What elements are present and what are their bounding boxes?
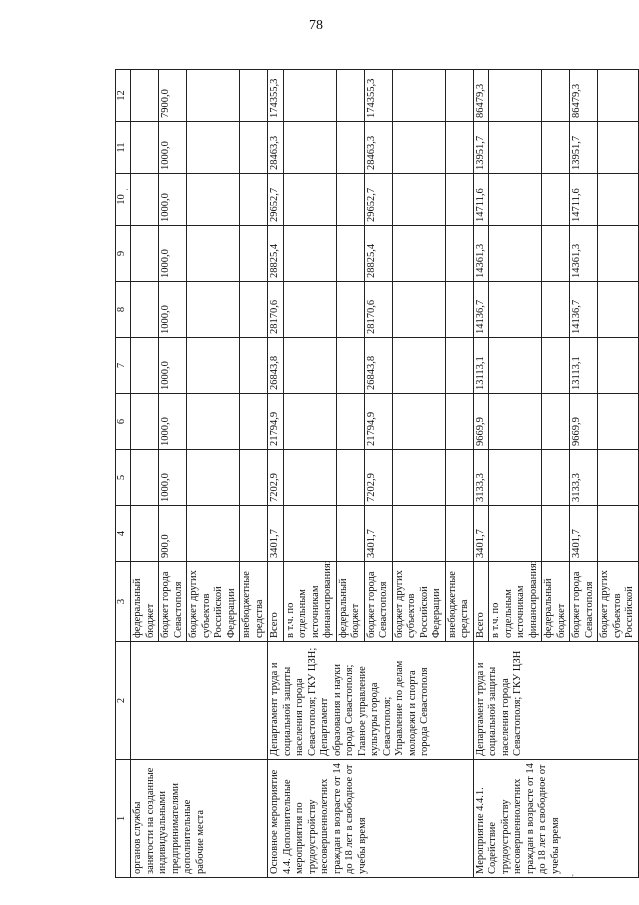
amount-cell: 21794,9 (364, 394, 392, 450)
column-number-header: 12 (116, 70, 131, 122)
amount-cell (283, 174, 336, 226)
executor-cell: Департамент труда и социальной защиты населения города Севастополя; ГКУ ЦЗН (473, 642, 638, 760)
amount-cell (598, 282, 639, 338)
amount-cell (598, 70, 639, 122)
amount-cell (445, 506, 473, 562)
amount-cell (187, 70, 240, 122)
amount-cell: 13113,1 (570, 338, 598, 394)
amount-cell: 28463,3 (268, 122, 284, 174)
column-number-header: 1 (116, 760, 131, 878)
amount-cell (240, 226, 268, 282)
amount-cell: 7202,9 (364, 450, 392, 506)
column-number-header: 7 (116, 338, 131, 394)
column-number-header: 10 (116, 174, 131, 226)
amount-cell: 7900,0 (159, 70, 187, 122)
amount-cell: 13951,7 (570, 122, 598, 174)
amount-cell (283, 338, 336, 394)
amount-cell (598, 450, 639, 506)
amount-cell: 86479,3 (570, 70, 598, 122)
amount-cell: 174355,3 (268, 70, 284, 122)
amount-cell: 1000,0 (159, 226, 187, 282)
amount-cell (240, 122, 268, 174)
amount-cell (489, 70, 542, 122)
amount-cell: 9669,9 (473, 394, 489, 450)
amount-cell (283, 282, 336, 338)
amount-cell: 1000,0 (159, 450, 187, 506)
amount-cell (336, 394, 364, 450)
amount-cell (131, 394, 159, 450)
funding-source-cell: бюджет города Севастополя (364, 562, 392, 642)
amount-cell (283, 70, 336, 122)
amount-cell (392, 394, 445, 450)
amount-cell (445, 122, 473, 174)
amount-cell: 900,0 (159, 506, 187, 562)
executor-cell: Департамент труда и социальной защиты населения города Севастополя; ГКУ ЦЗН; Департамент образования и науки города Севастополя; Главное управление культуры города Севастополя; Управление по делам молодежи и спорта города Севастополя (268, 642, 474, 760)
amount-cell: 14711,6 (570, 174, 598, 226)
amount-cell (489, 394, 542, 450)
amount-cell (489, 338, 542, 394)
amount-cell: 1000,0 (159, 174, 187, 226)
amount-cell (240, 450, 268, 506)
amount-cell (187, 450, 240, 506)
amount-cell: 14711,6 (473, 174, 489, 226)
amount-cell: 14361,3 (473, 226, 489, 282)
funding-source-cell: внебюджетные средства (240, 562, 268, 642)
column-number-header: 5 (116, 450, 131, 506)
amount-cell (131, 174, 159, 226)
amount-cell: 3401,7 (473, 506, 489, 562)
funding-source-cell: бюджет города Севастополя (570, 562, 598, 642)
amount-cell (336, 282, 364, 338)
amount-cell (598, 506, 639, 562)
amount-cell (240, 282, 268, 338)
amount-cell: 3133,3 (570, 450, 598, 506)
amount-cell (336, 226, 364, 282)
column-number-header: 8 (116, 282, 131, 338)
funding-source-cell: в т.ч. по отдельным источникам финансирования: (489, 562, 542, 642)
page-number: 78 (309, 18, 323, 33)
amount-cell: 28463,3 (364, 122, 392, 174)
funding-source-cell: федеральный бюджет (542, 562, 570, 642)
column-number-header: 9 (116, 226, 131, 282)
funding-source-cell: в т.ч. по отдельным источникам финансирования: (283, 562, 336, 642)
executor-cell (131, 642, 268, 760)
scan-mark: ' (572, 873, 574, 883)
amount-cell (542, 338, 570, 394)
amount-cell (392, 174, 445, 226)
amount-cell: 26843,8 (364, 338, 392, 394)
amount-cell (598, 226, 639, 282)
column-number-header: 6 (116, 394, 131, 450)
amount-cell (131, 226, 159, 282)
amount-cell (131, 70, 159, 122)
table-header-row (116, 70, 131, 878)
amount-cell: 1000,0 (159, 394, 187, 450)
amount-cell (131, 282, 159, 338)
amount-cell (392, 506, 445, 562)
amount-cell: 14136,7 (473, 282, 489, 338)
amount-cell (187, 338, 240, 394)
amount-cell (542, 174, 570, 226)
funding-source-cell: бюджет города Севастополя (159, 562, 187, 642)
amount-cell: 28825,4 (364, 226, 392, 282)
amount-cell (489, 450, 542, 506)
amount-cell (542, 122, 570, 174)
amount-cell: 3401,7 (364, 506, 392, 562)
amount-cell (336, 122, 364, 174)
amount-cell (542, 282, 570, 338)
amount-cell (336, 174, 364, 226)
amount-cell (240, 338, 268, 394)
amount-cell: 28825,4 (268, 226, 284, 282)
amount-cell: 7202,9 (268, 450, 284, 506)
amount-cell (598, 338, 639, 394)
amount-cell (542, 394, 570, 450)
amount-cell (542, 506, 570, 562)
amount-cell: 28170,6 (364, 282, 392, 338)
amount-cell (131, 506, 159, 562)
column-number-header: 11 (116, 122, 131, 174)
amount-cell: 29652,7 (364, 174, 392, 226)
funding-source-cell: федеральный бюджет (336, 562, 364, 642)
amount-cell (392, 70, 445, 122)
amount-cell: 3401,7 (268, 506, 284, 562)
amount-cell (187, 282, 240, 338)
amount-cell: 9669,9 (570, 394, 598, 450)
amount-cell: 3401,7 (570, 506, 598, 562)
funding-source-cell: внебюджетные средства (445, 562, 473, 642)
amount-cell (187, 122, 240, 174)
amount-cell (392, 338, 445, 394)
amount-cell (542, 450, 570, 506)
funding-source-cell: Всего (473, 562, 489, 642)
funding-source-cell: бюджет других субъектов Российской (598, 562, 639, 642)
amount-cell: 1000,0 (159, 122, 187, 174)
amount-cell (392, 226, 445, 282)
scan-mark: . (126, 182, 129, 192)
amount-cell (598, 122, 639, 174)
amount-cell (445, 226, 473, 282)
amount-cell: 174355,3 (364, 70, 392, 122)
amount-cell: 1000,0 (159, 338, 187, 394)
amount-cell: 1000,0 (159, 282, 187, 338)
measure-cell: органов службы занятости на созданные индивидуальными предпринимателями дополнительные рабочие места (131, 760, 268, 878)
amount-cell (131, 122, 159, 174)
amount-cell (131, 450, 159, 506)
amount-cell (445, 282, 473, 338)
amount-cell (489, 282, 542, 338)
amount-cell: 21794,9 (268, 394, 284, 450)
amount-cell (131, 338, 159, 394)
amount-cell (336, 506, 364, 562)
measure-cell: Основное мероприятие 4.4. Дополнительные мероприятия по трудоустройству несовершеннолетних граждан в возрасте от 14 до 18 лет в свободное от учебы время (268, 760, 474, 878)
amount-cell: 29652,7 (268, 174, 284, 226)
amount-cell (445, 450, 473, 506)
column-number-header: 4 (116, 506, 131, 562)
amount-cell (283, 450, 336, 506)
amount-cell (392, 122, 445, 174)
amount-cell: 13951,7 (473, 122, 489, 174)
amount-cell (598, 394, 639, 450)
table-row (268, 70, 284, 878)
funding-source-cell: Всего (268, 562, 284, 642)
amount-cell (187, 506, 240, 562)
amount-cell: 13113,1 (473, 338, 489, 394)
amount-cell (489, 122, 542, 174)
amount-cell (336, 338, 364, 394)
column-number-header: 3 (116, 562, 131, 642)
amount-cell (598, 174, 639, 226)
funding-source-cell: бюджет других субъектов Российской Федерации (392, 562, 445, 642)
amount-cell (336, 450, 364, 506)
funding-source-cell: федеральный бюджет (131, 562, 159, 642)
amount-cell: 14361,3 (570, 226, 598, 282)
amount-cell (283, 122, 336, 174)
amount-cell (445, 174, 473, 226)
amount-cell (283, 226, 336, 282)
amount-cell: 14136,7 (570, 282, 598, 338)
amount-cell (392, 450, 445, 506)
amount-cell: 86479,3 (473, 70, 489, 122)
amount-cell (240, 70, 268, 122)
table-row (131, 70, 159, 878)
amount-cell: 3133,3 (473, 450, 489, 506)
amount-cell (445, 70, 473, 122)
rotated-table-container (115, 74, 635, 878)
budget-table (115, 69, 639, 878)
amount-cell (445, 338, 473, 394)
amount-cell (240, 394, 268, 450)
amount-cell (240, 174, 268, 226)
amount-cell: 26843,8 (268, 338, 284, 394)
amount-cell (283, 394, 336, 450)
amount-cell (489, 226, 542, 282)
amount-cell (283, 506, 336, 562)
column-number-header: 2 (116, 642, 131, 760)
amount-cell (489, 174, 542, 226)
amount-cell (187, 174, 240, 226)
amount-cell (542, 226, 570, 282)
amount-cell (187, 226, 240, 282)
amount-cell (392, 282, 445, 338)
measure-cell: Мероприятие 4.4.1. Содействие трудоустройству несовершеннолетних граждан в возрасте от 14 до 18 лет в свободное от учебы время (473, 760, 638, 878)
amount-cell (336, 70, 364, 122)
amount-cell (542, 70, 570, 122)
amount-cell (489, 506, 542, 562)
amount-cell: 28170,6 (268, 282, 284, 338)
amount-cell (240, 506, 268, 562)
table-row (473, 70, 489, 878)
funding-source-cell: бюджет других субъектов Российской Федерации (187, 562, 240, 642)
amount-cell (187, 394, 240, 450)
amount-cell (445, 394, 473, 450)
